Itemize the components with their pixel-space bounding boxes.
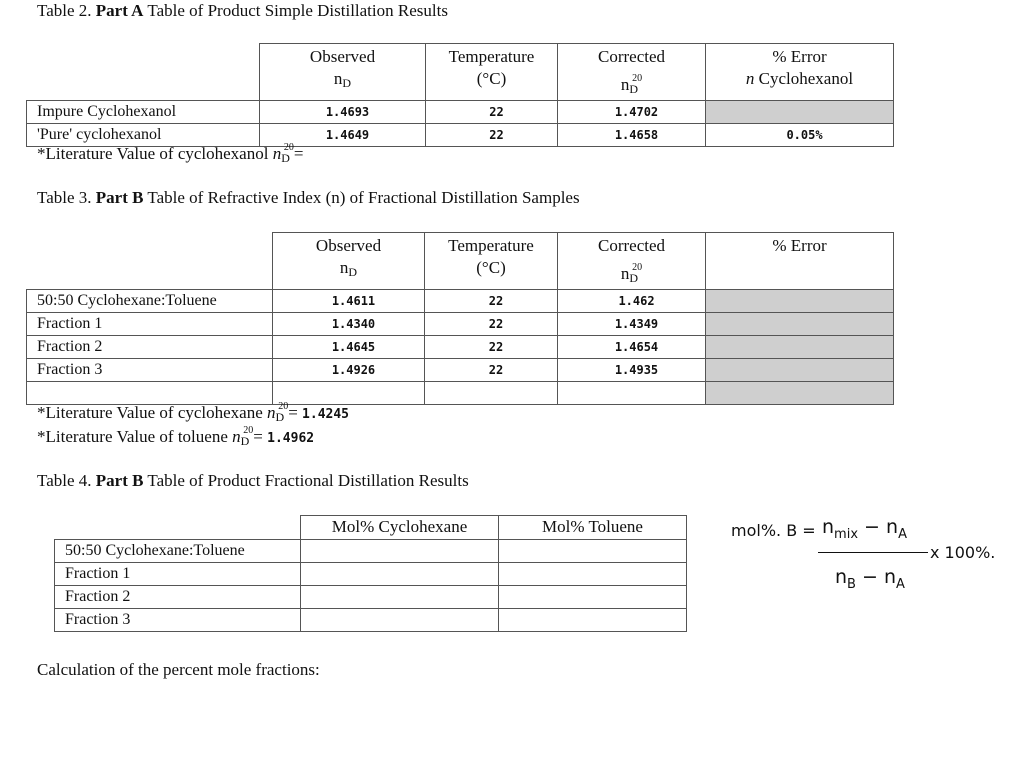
table4-caption-rest: Table of Product Fractional Distillation Results bbox=[147, 471, 469, 490]
header-line: Observed bbox=[309, 47, 376, 66]
table4-header-row bbox=[55, 516, 687, 540]
row-label: Fraction 1 bbox=[55, 563, 301, 586]
table-row bbox=[27, 313, 894, 336]
cyclohexane-cell bbox=[301, 609, 499, 632]
table2-caption-part: Part A bbox=[95, 1, 144, 20]
lit-sup: 20 bbox=[243, 425, 254, 436]
header-line: % Error bbox=[772, 47, 827, 66]
error-cell-shaded bbox=[706, 101, 894, 124]
den-sub-a: A bbox=[896, 577, 905, 592]
corrected-cell: 1.4702 bbox=[558, 101, 706, 124]
header-line: Corrected bbox=[597, 47, 666, 66]
table2-header-temperature bbox=[426, 44, 558, 101]
table2-literature-note bbox=[37, 142, 303, 166]
row-label: Fraction 2 bbox=[55, 586, 301, 609]
table3-header-error bbox=[706, 233, 894, 290]
table3-corner bbox=[27, 233, 273, 290]
den-n: n bbox=[835, 566, 848, 588]
table2-caption-rest: Table of Product Simple Distillation Results bbox=[147, 1, 448, 20]
header-line bbox=[260, 68, 425, 94]
header-sup: 20 bbox=[632, 262, 643, 273]
corrected-cell: 1.462 bbox=[558, 290, 706, 313]
table3-caption-rest: Table of Refractive Index (n) of Fractional Distillation Samples bbox=[147, 188, 580, 207]
observed-cell: 1.4649 bbox=[260, 124, 426, 147]
lit-text: *Literature Value of toluene bbox=[37, 427, 233, 446]
table3-literature-note-cyclohexane bbox=[37, 401, 349, 425]
header-line bbox=[558, 257, 705, 289]
lit-n: n bbox=[232, 427, 241, 446]
formula-denominator bbox=[835, 566, 905, 592]
row-label: Fraction 3 bbox=[55, 609, 301, 632]
header-sub: D bbox=[629, 271, 639, 285]
lit-sub: D bbox=[281, 151, 290, 165]
table2-header-error bbox=[706, 44, 894, 101]
header-line: Temperature bbox=[448, 47, 535, 66]
table4-header-toluene: Mol% Toluene bbox=[499, 516, 687, 540]
corrected-cell: 1.4935 bbox=[558, 359, 706, 382]
error-cell-shaded bbox=[706, 313, 894, 336]
table4-caption-part: Part B bbox=[95, 471, 144, 490]
observed-cell: 1.4611 bbox=[273, 290, 425, 313]
header-sup: 20 bbox=[632, 73, 643, 84]
error-cell: 0.05% bbox=[706, 124, 894, 147]
lit-eq: = bbox=[288, 403, 298, 422]
table3-header-observed bbox=[273, 233, 425, 290]
table3-header-corrected bbox=[558, 233, 706, 290]
corrected-cell bbox=[558, 382, 706, 405]
lit-n: n bbox=[267, 403, 276, 422]
table4-caption bbox=[37, 471, 469, 491]
observed-cell: 1.4693 bbox=[260, 101, 426, 124]
table4-header-cyclohexane: Mol% Cyclohexane bbox=[301, 516, 499, 540]
lit-sup: 20 bbox=[278, 401, 289, 412]
header-line bbox=[706, 68, 893, 90]
table2-corner bbox=[27, 44, 260, 101]
table3-caption-prefix: Table 3. bbox=[37, 188, 92, 207]
lit-text: *Literature Value of cyclohexane bbox=[37, 403, 268, 422]
lit-sub: D bbox=[275, 410, 285, 424]
header-line: % Error bbox=[772, 236, 827, 255]
num-n: n bbox=[822, 516, 835, 538]
toluene-cell bbox=[499, 563, 687, 586]
den-sub-b: B bbox=[847, 577, 856, 592]
table3-header-temperature bbox=[425, 233, 558, 290]
error-cell-shaded bbox=[706, 359, 894, 382]
observed-cell: 1.4340 bbox=[273, 313, 425, 336]
row-label: Impure Cyclohexanol bbox=[27, 101, 260, 124]
header-n: n bbox=[620, 75, 630, 94]
table-row bbox=[27, 101, 894, 124]
cyclohexane-cell bbox=[301, 586, 499, 609]
observed-cell: 1.4645 bbox=[273, 336, 425, 359]
corrected-cell: 1.4349 bbox=[558, 313, 706, 336]
row-label: Fraction 3 bbox=[27, 359, 273, 382]
row-label: Fraction 2 bbox=[27, 336, 273, 359]
table2-header-corrected bbox=[558, 44, 706, 101]
table4 bbox=[54, 515, 687, 632]
lit-value: 1.4245 bbox=[302, 407, 350, 422]
row-label: Fraction 1 bbox=[27, 313, 273, 336]
num-sub-mix: mix bbox=[834, 527, 859, 542]
row-label: 'Pure' cyclohexanol bbox=[27, 124, 260, 147]
table2-caption bbox=[37, 1, 448, 21]
header-sub: D bbox=[629, 82, 639, 96]
formula-multiplier: x 100%. bbox=[930, 543, 996, 562]
table-row bbox=[55, 540, 687, 563]
observed-cell: 1.4926 bbox=[273, 359, 425, 382]
fraction-bar bbox=[818, 552, 928, 553]
table4-caption-prefix: Table 4. bbox=[37, 471, 92, 490]
toluene-cell bbox=[499, 540, 687, 563]
header-line: (°C) bbox=[476, 69, 507, 88]
header-n: n bbox=[620, 264, 630, 283]
temperature-cell: 22 bbox=[425, 336, 558, 359]
num-sub-a: A bbox=[898, 527, 907, 542]
header-rest: Cyclohexanol bbox=[754, 69, 854, 88]
table3-header-row bbox=[27, 233, 894, 290]
error-cell-shaded bbox=[706, 336, 894, 359]
calculation-label: Calculation of the percent mole fractions: bbox=[37, 660, 320, 679]
table-row bbox=[55, 609, 687, 632]
header-line bbox=[273, 257, 424, 283]
lit-eq: = bbox=[293, 144, 304, 163]
table4-corner bbox=[55, 516, 301, 540]
header-line bbox=[558, 68, 705, 100]
toluene-cell bbox=[499, 609, 687, 632]
temperature-cell: 22 bbox=[426, 124, 558, 147]
temperature-cell: 22 bbox=[425, 313, 558, 336]
table3 bbox=[26, 232, 894, 405]
formula-numerator bbox=[822, 516, 907, 542]
table-row bbox=[55, 563, 687, 586]
formula-lhs: mol%. B = bbox=[731, 521, 816, 540]
lit-text: *Literature Value of cyclohexanol bbox=[37, 144, 273, 163]
header-sub: D bbox=[342, 76, 352, 90]
table-row bbox=[27, 336, 894, 359]
cyclohexane-cell bbox=[301, 563, 499, 586]
error-cell-shaded bbox=[706, 290, 894, 313]
error-cell-shaded bbox=[706, 382, 894, 405]
lit-value: 1.4962 bbox=[267, 431, 315, 446]
toluene-cell bbox=[499, 586, 687, 609]
table2-caption-prefix: Table 2. bbox=[37, 1, 92, 20]
table3-caption bbox=[37, 188, 580, 208]
header-n: n bbox=[339, 258, 349, 277]
table2-header-observed bbox=[260, 44, 426, 101]
lit-sup: 20 bbox=[283, 142, 294, 153]
temperature-cell: 22 bbox=[425, 290, 558, 313]
table2-header-row bbox=[27, 44, 894, 101]
table3-caption-part: Part B bbox=[95, 188, 144, 207]
header-line: Corrected bbox=[597, 236, 666, 255]
header-line: Observed bbox=[315, 236, 382, 255]
table2 bbox=[26, 43, 894, 147]
table-row bbox=[27, 359, 894, 382]
temperature-cell: 22 bbox=[425, 359, 558, 382]
corrected-cell: 1.4658 bbox=[558, 124, 706, 147]
header-line: Temperature bbox=[448, 236, 534, 255]
lit-n: n bbox=[272, 144, 282, 163]
row-label: 50:50 Cyclohexane:Toluene bbox=[27, 290, 273, 313]
header-italic-n: n bbox=[745, 69, 755, 88]
cyclohexane-cell bbox=[301, 540, 499, 563]
table3-literature-note-toluene bbox=[37, 425, 314, 449]
temperature-cell bbox=[425, 382, 558, 405]
den-minus: − n bbox=[855, 566, 897, 588]
num-minus: − n bbox=[858, 516, 899, 538]
table-row bbox=[55, 586, 687, 609]
corrected-cell: 1.4654 bbox=[558, 336, 706, 359]
table-row bbox=[27, 290, 894, 313]
header-n: n bbox=[333, 69, 343, 88]
header-line: (°C) bbox=[476, 258, 506, 277]
lit-sub: D bbox=[240, 434, 250, 448]
row-label: 50:50 Cyclohexane:Toluene bbox=[55, 540, 301, 563]
temperature-cell: 22 bbox=[426, 101, 558, 124]
lit-eq: = bbox=[253, 427, 263, 446]
header-sub: D bbox=[348, 265, 358, 279]
